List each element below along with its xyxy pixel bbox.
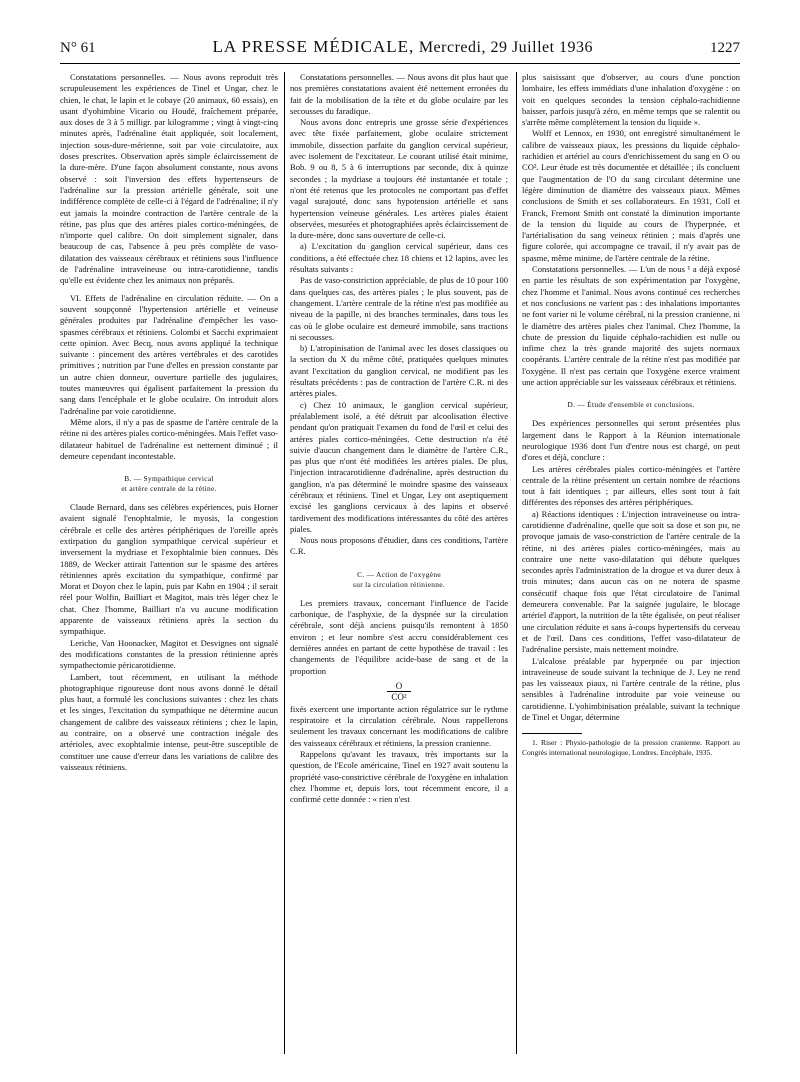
paragraph: Nous avons donc entrepris une grosse série d'expériences avec tête fixée parfaitement, globe oculaire strictement immobile, dissection parfaite du ganglion cervical supérieur, avec isolement de l'excitateur. Le courant utilisé était minime, Bob. 9 ou 8, 5 à 6 interruptions par seconde, dix à quinze secondes ; la mydriase a toujours été instantanée et totale ; n'ont été retenus que les protocoles ne comportant pas d'effet vagal surajouté, donc sans hypotension artérielle et sans hypertension veineuse générales. Les artères piales étaient observées, mesurées et photographiées après éclaircissement de la dure-mère, donc sans ouverture de celle-ci. [290, 117, 508, 241]
paragraph: Des expériences personnelles qui seront présentées plus largement dans le Rapport à la Réunion internationale neurologique 1936 dont l'un d'entre nous est chargé, on peut d'ores et déjà, conclure : [522, 418, 740, 463]
paragraph: Pas de vaso-constriction appréciable, de plus de 10 pour 100 dans quelques cas, des artères piales ; le plus souvent, pas de changement. L'artère centrale de la rétine n'est pas modifiée au niveau de la papille, ni des branches terminales, dans tous les cas où le globe oculaire est demeuré immobile, sans tractions ni secousses. [290, 275, 508, 342]
paragraph: a) L'excitation du ganglion cervical supérieur, dans ces conditions, a été effectuée chez 18 chiens et 12 lapins, avec les résultats suivants : [290, 241, 508, 275]
paragraph: Leriche, Van Hoonacker, Magitot et Desvignes ont signalé des modifications constantes de la pression rétinienne après sympathectomie péricarotidienne. [60, 637, 278, 671]
paragraph: Claude Bernard, dans ses célèbres expériences, puis Horner avaient signalé l'enophtalmie, le myosis, la congestion cérébrale et celle des artères périphériques de l'oreille après extirpation du ganglion sympathique cervical supérieur et inversement la mydriase et l'exophtalmie bien connues. Dès 1889, de Wecker attirait l'attention sur le spasme des artères rétiniennes après excitation du sympathique, confirmé par Morat et Doyon chez le lapin, puis par Kahn en 1904 ; il serait réel pour Wolfin, Bailliart et Magitot, mais très léger chez le chat. Chez l'homme, Bailliart n'a vu aucune modification apparente de vaisseaux rétiniens après la section du sympathique. [60, 502, 278, 637]
paragraph: b) L'atropinisation de l'animal avec les doses classiques ou la section du X du même côté, pratiquées quelques minutes avant l'excitation du ganglion cervical, ne modifient pas les résultats précédents : pas de contraction de l'artère C.R. ni des artères piales. [290, 343, 508, 399]
footnote-rule [522, 733, 582, 734]
paragraph: L'alcalose préalable par hyperpnée ou par injection intraveineuse de soude suivant la technique de J. Ley ne rend pas les vaisseaux piaux, ni l'artère centrale de la rétine, plus sensibles à l'adrénaline introduite par voie veineuse ou carotidienne. L'yohimbinisation préalable, suivant la technique de Tinel et Ungar, détermine [522, 655, 740, 723]
paragraph: Constatations personnelles. — Nous avons dit plus haut que nos premières constatations avaient été nettement erronées du fait de la mobilisation de la tête et du globe oculaire par les secousses du faradique. [290, 72, 508, 116]
paragraph: Nous nous proposons d'étudier, dans ces conditions, l'artère C.R. [290, 535, 508, 557]
paragraph: Même alors, il n'y a pas de spasme de l'artère centrale de la rétine ni des artères piales cortico-méningées. Mais l'effet vaso-dilatateur habituel de l'adrénaline est nettement diminué ; il demeure cependant incontestable. [60, 416, 278, 461]
paragraph: c) Chez 10 animaux, le ganglion cervical supérieur, préalablement isolé, a été détruit par alcoolisation élective pendant qu'on pratiquait l'examen du fond de l'œil et celui des artères piales cortico-méningées. Cette destruction n'a été suivie d'aucun changement dans le diamètre de l'artère C.R., pas plus que n'ont été modifiées les artères piales. De plus, l'injection intracarotidienne d'adrénaline, après destruction du ganglion, n'a pas déterminé le moindre spasme des vaisseaux cérébraux et rétiniens. Tinel et Ungar, Ley ont aseptiquement excisé les ganglions cervicaux à des lapins et observé tardivement des modifications intéressantes du côté des artères piales. [290, 399, 508, 534]
paragraph: VI. Effets de l'adrénaline en circulation réduite. — On a souvent soupçonné l'hypertension artérielle et veineuse générales produites par l'adrénaline d'empêcher les vaso-spasmes cérébraux et rétiniens. Colombi et Sacchi exprimaient cette opinion. Avec Becq, nous avons appliqué la technique suivante : pincement des artères vertébrales et des carotides primitives ; nutrition par l'une d'elles en pression constante par un autre chien donneur, ouverture partielle des jugulaires, toutes manœuvres qui égalisent parfaitement la pression du sang dans l'encéphale et le globe oculaire. On introduit alors l'adrénaline par voie carotidienne. [60, 292, 278, 416]
page-number: 1227 [710, 40, 740, 56]
issue-number: N° 61 [60, 40, 96, 56]
paragraph: Constatations personnelles. — Nous avons reproduit très scrupuleusement les expériences de Tinel et Ungar, chez le chien, le chat, le lapin et le cobaye (20 animaux, 60 essais), en usant d'yohimbine Vicario ou Houdé, fraîchement préparée, aux doses de 3 à 5 milligr. par kilogramme ; vingt à vingt-cinq minutes après, l'adrénaline était appliquée, soit localement, injection sous-dure-mérienne, soit par voie circulatoire, aux doses prescrites. Observation après simple éclaircissement de la dure-mère. D'une façon absolument constante, nous avons observé : soit l'inversion des effets hypertenseurs de l'adrénaline sur la pression artérielle générale, soit une indifférence complète de celle-ci à l'égard de l'adrénaline; il n'y eut jamais la moindre contraction de l'artère centrale de la rétine, pas plus que des artères piales cortico-méningées, de n'importe quel calibre. On doit simplement signaler, dans beaucoup de cas, l'absence à peu près complète de vaso-dilatation des vaisseaux cérébraux et rétiniens sous l'influence de l'adrénaline intraveineuse ou intra-carotidienne, tandis qu'elle est évidente chez les animaux non préparés. [60, 72, 278, 286]
formula-o-over-co2: O CO² [290, 681, 508, 702]
column-rule-1 [284, 72, 285, 1054]
column-3 [522, 72, 740, 758]
page-header [60, 30, 740, 64]
column-2 [290, 72, 508, 806]
section-heading-b: B. — Sympathique cervical et artère centrale de la rétine. [121, 474, 217, 494]
footnote: 1. Riser : Physio-pathologie de la pression cranienne. Rapport au Congrès international neurologique, Londres. Encéphale, 1935. [522, 738, 740, 758]
column-rule-2 [516, 72, 517, 1054]
paragraph: plus saisissant que d'observer, au cours d'une ponction lombaire, les effets immédiats d'une inhalation d'oxygène : on voit en quelques secondes la tension céphalo-rachidienne baisser, parfois jusqu'à zéro, en même temps que se ralentit ou s'arrête même complètement la tension du liquide ». [522, 72, 740, 128]
section-heading-c: C. — Action de l'oxygène sur la circulation rétinienne. [353, 569, 445, 589]
paragraph: Les premiers travaux, concernant l'influence de l'acide carbonique, de l'asphyxie, de la dyspnée sur la circulation cérébrale, sont déjà anciens puisqu'ils remontent à 1850 environ ; et leur nombre s'est accru considérablement ces dernières années en partant de cette hypothèse de travail : les changements de l'équilibre acide-base de sang et de la proportion [290, 597, 508, 676]
journal-title: LA PRESSE MÉDICALE, [212, 37, 415, 56]
paragraph: Lambert, tout récemment, en utilisant la méthode photographique rigoureuse dont nous avons donné le détail plus haut, a formulé les conclusions suivantes : chez les chats et les singes, l'excitation du sympathique ne détermine aucun changement de calibre des vaisseaux rétiniens ; chez le lapin, au contraire, on a observé une contraction inégale des artérioles, avec exophtalmie intense, peut-être susceptible de constituer une cause d'erreur dans les variations de calibre des vaisseaux rétiniens. [60, 671, 278, 772]
paragraph: Rappelons qu'avant les travaux, très importants sur la question, de l'Ecole américaine, Tinel en 1927 avait soutenu la propriété vaso-constrictive cérébrale de l'oxygène en inhalation chez l'homme et, depuis lors, tout récemment encore, il a confirmé cette donnée : « rien n'est [290, 749, 508, 805]
paragraph: Constatations personnelles. — L'un de nous ¹ a déjà exposé en partie les résultats de son expérimentation par l'oxygène, chez l'homme et l'animal. Nous avons continué ces recherches et nos conclusions ne varient pas : des inhalations importantes ne font varier ni le volume cérébral, ni la pression cranienne, ni le diamètre des artères piales chez l'animal. Chez l'homme, la chute de pression du liquide céphalo-rachidien est nulle ou infime chez la très grande majorité des sujets normaux coopérants. L'artère centrale de la rétine n'est pas modifiée par l'oxygène. Il n'est pas certain que l'oxygène exerce vraiment une action appréciable sur les vaisseaux cérébraux et rétiniens. [522, 264, 740, 388]
paragraph: a) Réactions identiques : L'injection intraveineuse ou intra-carotidienne d'adrénaline, quelle que soit sa dose et son pн, ne provoque jamais de vaso-constriction de l'artère centrale de la rétine, ni des artères piales cortico-méningées, mais au contraire une nette vaso-dilatation qui débute quelques secondes après l'administration de la drogue et va durer deux à trois minutes; dans aucun cas on ne notera de spasme consécutif chaque fois que l'état circulatoire de l'animal demeurera convenable. Par la saignée jugulaire, le blocage artériel d'apport, la nutrition de la tête égalisée, on peut réaliser une circulation réduite et sans à-coups hypertensifs du cerveau et de l'œil. Dans ces conditions, l'effet vaso-dilatateur de l'adrénaline persiste, mais nettement moindre. [522, 508, 740, 655]
paragraph: Wolff et Lennox, en 1930, ont enregistré simultanément le calibre de vaisseaux piaux, les pressions du liquide céphalo-rachidien et artériel au cours d'enrichissement du sang en O ou CO². Leur étude est très documentée et détaillée ; ils concluent que l'augmentation de l'O du sang circulant détermine une légère diminution de diamètre des vaisseaux piaux. Mêmes conclusions de Smith et ses collaborateurs. En 1931, Coll et Franck, Fremont Smith ont constaté la diminution importante de la tension du liquide au cours de l'hyperpnée, et l'artérialisation du sang veineux rétinien ; mais d'après une figure colorée, qui accompagne ce travail, il n'y avait pas de spasme, même minime, de l'artère centrale de la rétine. [522, 128, 740, 263]
issue-date: Mercredi, 29 Juillet 1936 [418, 39, 594, 56]
section-heading-d: D. — Étude d'ensemble et conclusions. [567, 400, 695, 410]
paragraph: Les artères cérébrales piales cortico-méningées et l'artère centrale de la rétine présentent un certain nombre de réactions tout à fait identiques ; par ailleurs, elles sont tout à fait différentes des réponses des artères périphériques. [522, 463, 740, 508]
column-1 [60, 72, 278, 773]
journal-masthead [213, 37, 594, 57]
paragraph: fixés exercent une importante action régulatrice sur le rythme respiratoire et la circulation cérébrale. Nous rappellerons seulement les travaux concernant les modifications de calibre des vaisseaux cérébraux et rétiniens, la pression cranienne. [290, 703, 508, 748]
